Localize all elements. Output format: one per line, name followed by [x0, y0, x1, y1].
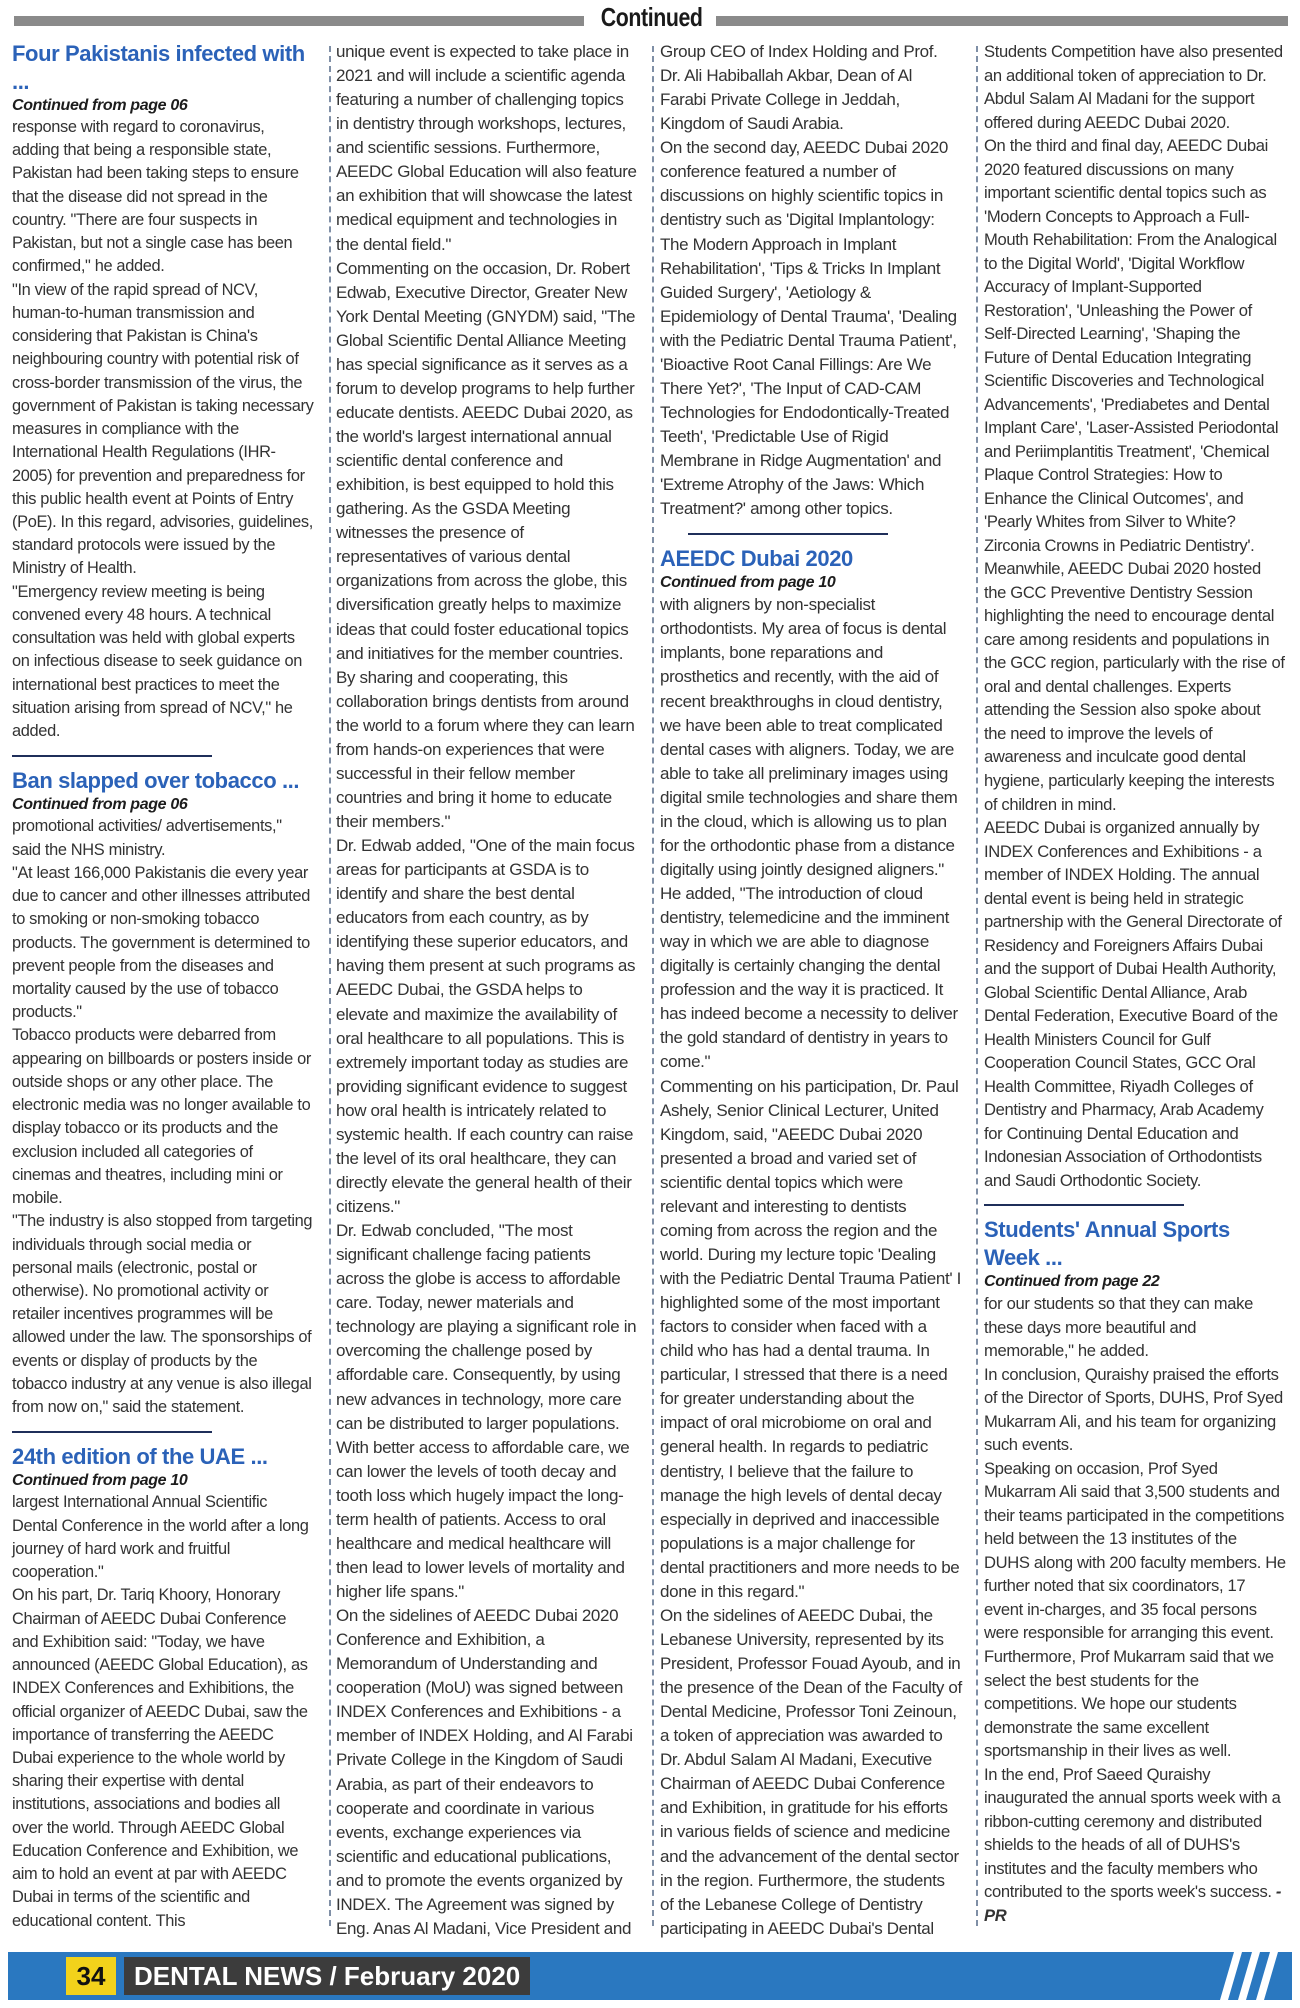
- column-4: [984, 40, 1286, 1927]
- article-paragraph: [12, 1210, 314, 1419]
- paragraph-text: In conclusion, Quraishy praised the efforts of the Director of Sports, DUHS, Prof Syed Mukarram Ali, and his team for organizing such events.: [984, 1364, 1283, 1455]
- paragraph-text: "In view of the rapid spread of NCV, human-to-human transmission and considering that Pakistan is China's neighbouring country with potential risk of cross-border transmission of the virus, the government of Pakistan is taking necessary measures in compliance with the International Health Regulations (IHR-2005) for prevention and preparedness for this public health event at Points of Entry (PoE). In this regard, advisories, guidelines, standard protocols were issued by the Ministry of Health.: [12, 280, 314, 578]
- article-headline: Four Pakistanis infected with ...: [12, 41, 305, 94]
- paragraph-text: for our students so that they can make these days more beautiful and memorable," he added.: [984, 1294, 1253, 1361]
- continued-from-label: Continued from page 06: [12, 97, 188, 114]
- article-paragraph: [12, 1584, 314, 1933]
- article-paragraph: [336, 1604, 638, 1941]
- header-bar-left: [14, 16, 584, 26]
- paragraph-text: with aligners by non-specialist orthodontists. My area of focus is dental implants, bone reparations and prosthetics and recently, with the aid of recent breakthroughs in cloud dentistry, we have been able to treat complicated dental cases with aligners. Today, we are able to take all preliminary images using digital smile technologies and share them in the cloud, which is allowing us to plan for the orthodontic phase from a distance digitally using jointly designed aligners.": [660, 595, 958, 879]
- article-paragraph: [984, 1645, 1286, 1763]
- paragraph-text: "At least 166,000 Pakistanis die every year due to cancer and other illnesses attributed to smoking or non-smoking tobacco products. The government is determined to prevent people from the diseases and mortality caused by the use of tobacco products.": [12, 863, 311, 1022]
- article-paragraph: [336, 1219, 638, 1604]
- article-headline: AEEDC Dubai 2020: [660, 546, 853, 572]
- paragraph-text: He added, "The introduction of cloud dentistry, telemedicine and the imminent way in which we are able to diagnose digitally is certainly changing the dental profession and the way it is practiced. It has indeed become a necessity to deliver the gold standard of dentistry in years to come.": [660, 884, 958, 1072]
- article-paragraph: [984, 1292, 1286, 1363]
- paragraph-text: "The industry is also stopped from targeting individuals through social media or personal mails (electronic, postal or otherwise). No promotional activity or retailer incentives programmes will be allowed under the law. The sponsorships of events or display of products by the tobacco industry at any venue is also illegal from now on," said the statement.: [12, 1212, 313, 1417]
- article-headline: Students' Annual Sports Week ...: [984, 1217, 1230, 1271]
- paragraph-text: Commenting on the occasion, Dr. Robert Edwab, Executive Director, Greater New York Dental Meeting (GNYDM) said, "The Global Scientific Dental Alliance Meeting has special significance as it serves as a forum to develop programs to help further educate dentists. AEEDC Dubai 2020, as the world's largest international annual scientific dental conference and exhibition, is best equipped to hold this gathering. As the GSDA Meeting witnesses the presence of representatives of various dental organizations from across the globe, this diversification greatly helps to maximize ideas that could foster educational topics and initiatives for the member countries. By sharing and cooperating, this collaboration brings dentists from around the world to a forum where they can learn from hands-on experiences that were successful in their fellow member countries and bring it home to educate their members.": [336, 258, 636, 831]
- article-paragraph: [336, 257, 638, 835]
- paragraph-text: Students Competition have also presented an additional token of appreciation to Dr. Abdul Salam Al Madani for the support offered during AEEDC Dubai 2020.: [984, 42, 1283, 132]
- header-title: Continued: [600, 2, 703, 32]
- paragraph-text: Tobacco products were debarred from appearing on billboards or posters inside or outside shops or any other place. The electronic media was no longer available to display tobacco or its products and the exclusion included all categories of cinemas and theatres, including mini or mobile.: [12, 1026, 311, 1208]
- article-paragraph: [660, 136, 962, 521]
- article-paragraph: [984, 1763, 1286, 1928]
- article-paragraph: [660, 40, 962, 136]
- header-bar-right: [716, 16, 1288, 26]
- column-3: [660, 40, 962, 1941]
- article-paragraph: [984, 40, 1286, 134]
- paragraph-text: On the third and final day, AEEDC Dubai 2020 featured discussions on many important scientific dental topics such as 'Modern Concepts to Approach a Full-Mouth Rehabilitation: From the Analogical to the Digital World', 'Digital Workflow Accuracy of Implant-Supported Restoration', 'Unleashing the Power of Self-Directed Learning', 'Shaping the Future of Dental Education Integrating Scientific Discoveries and Technological Advancements', 'Prediabetes and Dental Implant Care', 'Laser-Assisted Periodontal and Periimplantitis Treatment', 'Chemical Plaque Control Strategies: How to Enhance the Clinical Outcomes', and 'Pearly Whites from Silver to White? Zirconia Crowns in Pediatric Dentistry'.: [984, 136, 1279, 555]
- article-paragraph: [660, 882, 962, 1075]
- paragraph-text: Dr. Edwab concluded, "The most significant challenge facing patients across the globe is access to affordable care. Today, newer materials and technology are playing a significant role in overcoming the challenge posed by affordable care. Consequently, by using new advances in technology, more care can be distributed to larger populations. With better access to affordable care, we can lower the levels of tooth decay and tooth loss which hugely impact the long-term health of patients. Access to oral healthcare and medical healthcare will then lead to lower levels of mortality and higher life spans.": [336, 1221, 637, 1601]
- article-divider: [12, 755, 212, 757]
- paragraph-text: response with regard to coronavirus, adding that being a responsible state, Pakistan had been taking steps to ensure that the disease did not spread in the country. "There are four suspects in Pakistan, but not a single case has been confirmed," he added.: [12, 118, 299, 276]
- article-divider: [984, 1204, 1184, 1206]
- article-divider: [688, 533, 888, 535]
- article-paragraph: [12, 279, 314, 581]
- article-paragraph: [12, 862, 314, 1025]
- article-headline: Ban slapped over tobacco ...: [12, 768, 300, 794]
- article-paragraph: [984, 1363, 1286, 1457]
- article-paragraph: [660, 1075, 962, 1604]
- page-number: 34: [66, 1957, 116, 1995]
- paragraph-text: On the sidelines of AEEDC Dubai 2020 Conference and Exhibition, a Memorandum of Understanding and cooperation (MoU) was signed between INDEX Conferences and Exhibitions - a member of INDEX Holding, and Al Farabi Private College in the Kingdom of Saudi Arabia, as part of their endeavors to cooperate and coordinate in various events, exchange experiences via scientific and educational publications, and to promote the events organized by INDEX. The Agreement was signed by Eng. Anas Al Madani, Vice President and: [336, 1606, 633, 1938]
- continued-from-label: Continued from page 10: [660, 574, 836, 592]
- article-headline: 24th edition of the UAE ...: [12, 1444, 268, 1470]
- paragraph-text: In the end, Prof Saeed Quraishy inaugurated the annual sports week with a ribbon-cutting ceremony and distributed shields to the heads of all of DUHS's institutes and the faculty members who contributed to the sports week's success.: [984, 1764, 1281, 1902]
- paragraph-text: Meanwhile, AEEDC Dubai 2020 hosted the GCC Preventive Dentistry Session highlighting the need to encourage dental care among residents and populations in the GCC region, particularly with the rise of oral and dental challenges. Experts attending the Session also spoke about the need to improve the levels of awareness and inculcate good dental hygiene, particularly keeping the interests of children in mind.: [984, 559, 1285, 814]
- continued-from-label: Continued from page 10: [12, 1472, 188, 1490]
- paragraph-text: Speaking on occasion, Prof Syed Mukarram Ali said that 3,500 students and their teams participated in the competitions held between the 13 institutes of the DUHS along with 200 faculty members. He further noted that six coordinators, 17 event in-charges, and 35 focal persons were responsible for arranging this event.: [984, 1458, 1286, 1643]
- paragraph-text: On the sidelines of AEEDC Dubai, the Lebanese University, represented by its President, Professor Fouad Ayoub, and in the presence of the Dean of the Faculty of Dental Medicine, Professor Toni Zeinoun, a token of appreciation was awarded to Dr. Abdul Salam Al Madani, Executive Chairman of AEEDC Dubai Conference and Exhibition, in gratitude for his efforts in various fields of science and medicine and the advancement of the dental sector in the region. Furthermore, the students of the Lebanese College of Dentistry participating in AEEDC Dubai's Dental: [660, 1605, 962, 1938]
- paragraph-text: "Emergency review meeting is being convened every 48 hours. A technical consultation was held with global experts on infectious disease to seek guidance on international best practices to meet the situation arising from spread of NCV," he added.: [12, 582, 302, 741]
- article-paragraph: [12, 1024, 314, 1210]
- paragraph-text: Group CEO of Index Holding and Prof. Dr. Ali Habiballah Akbar, Dean of Al Farabi Private College in Jeddah, Kingdom of Saudi Arabia.: [660, 42, 938, 134]
- paragraph-text: promotional activities/ advertisements," said the NHS ministry.: [12, 817, 282, 859]
- paragraph-text: unique event is expected to take place in 2021 and will include a scientific agenda featuring a number of challenging topics in dentistry through workshops, lectures, and scientific sessions. Furthermore, AEEDC Global Education will also feature an exhibition that will showcase the latest medical equipment and technologies in the dental field.": [336, 42, 637, 254]
- paragraph-text: AEEDC Dubai is organized annually by INDEX Conferences and Exhibitions - a member of INDEX Holding. The annual dental event is being held in strategic partnership with the General Directorate of Residency and Foreigners Affairs Dubai and the support of Dubai Health Authority, Global Scientific Dental Alliance, Arab Dental Federation, Executive Board of the Health Ministers Council for Gulf Cooperation Council States, GCC Oral Health Committee, Riyadh Colleges of Dentistry and Pharmacy, Arab Academy for Continuing Dental Education and Indonesian Association of Orthodontists and Saudi Orthodontic Society.: [984, 818, 1282, 1190]
- column-separator: [329, 46, 331, 1926]
- paragraph-text: largest International Annual Scientific Dental Conference in the world after a long journey of hard work and fruitful cooperation.": [12, 1493, 309, 1582]
- column-2: [336, 40, 638, 1941]
- article-paragraph: [984, 134, 1286, 557]
- article-paragraph: [336, 834, 638, 1219]
- article-paragraph: [984, 557, 1286, 816]
- paragraph-text: On the second day, AEEDC Dubai 2020 conference featured a number of discussions on highly scientific topics in dentistry such as 'Digital Implantology: The Modern Approach in Implant Rehabilitation', 'Tips & Tricks In Implant Guided Surgery', 'Aetiology & Epidemiology of Dental Trauma', 'Dealing with the Pediatric Dental Trauma Patient', 'Bioactive Root Canal Fillings: Are We There Yet?', 'The Input of CAD-CAM Technologies for Endodontically-Treated Teeth', 'Predictable Use of Rigid Membrane in Ridge Augmentation' and 'Extreme Atrophy of the Jaws: Which Treatment?' among other topics.: [660, 138, 957, 519]
- paragraph-text: Commenting on his participation, Dr. Paul Ashely, Senior Clinical Lecturer, United Kingdom, said, "AEEDC Dubai 2020 presented a broad and varied set of scientific dental topics which were relevant and interesting to dentists coming from across the region and the world. During my lecture topic 'Dealing with the Pediatric Dental Trauma Patient' I highlighted some of the most important factors to consider when faced with a child who has had a dental trauma. In particular, I stressed that there is a need for greater understanding about the impact of oral microbiome on oral and general health. In regards to pediatric dentistry, I believe that the failure to manage the high levels of dental decay especially in deprived and inaccessible populations is a major challenge for dental practitioners and more needs to be done in this regard.": [660, 1076, 961, 1601]
- continued-from-label: Continued from page 06: [12, 796, 188, 814]
- footer-stripes-icon: [1200, 1952, 1290, 2000]
- article-paragraph: [660, 593, 962, 882]
- article-paragraph: [12, 581, 314, 744]
- paragraph-text: Furthermore, Prof Mukarram said that we select the best students for the competitions. We hope our students demonstrate the same excellent sportsmanship in their lives as well.: [984, 1647, 1274, 1761]
- column-separator: [652, 46, 654, 1926]
- article-paragraph: [984, 1457, 1286, 1645]
- byline-signature: -PR: [984, 1882, 1282, 1925]
- article-divider: [12, 1431, 212, 1433]
- article-paragraph: [12, 815, 314, 861]
- paragraph-text: Dr. Edwab added, "One of the main focus areas for participants at GSDA is to identify and share the best dental educators from each country, as by identifying these superior educators, and having them present at such programs as AEEDC Dubai, the GSDA helps to elevate and maximize the availability of oral healthcare to all populations. This is extremely important today as studies are providing significant evidence to suggest how oral health is intricately related to systemic health. If each country can raise the level of its oral healthcare, they can directly elevate the general health of their citizens.": [336, 836, 636, 1216]
- column-1: [12, 40, 314, 1933]
- article-paragraph: [336, 40, 638, 257]
- continued-from-label: Continued from page 22: [984, 1273, 1160, 1291]
- article-paragraph: [984, 816, 1286, 1192]
- article-paragraph: [660, 1604, 962, 1941]
- column-separator: [976, 46, 978, 1926]
- article-paragraph: [12, 116, 314, 279]
- article-paragraph: [12, 1491, 314, 1584]
- paragraph-text: On his part, Dr. Tariq Khoory, Honorary Chairman of AEEDC Dubai Conference and Exhibition said: "Today, we have announced (AEEDC Global Education), as INDEX Conferences and Exhibitions, the official organizer of AEEDC Dubai, saw the importance of transferring the AEEDC Dubai experience to the whole world by sharing their expertise with dental institutions, associations and bodies all over the world. Through AEEDC Global Education Conference and Exhibition, we aim to hold an event at par with AEEDC Dubai in terms of the scientific and educational content. This: [12, 1586, 308, 1930]
- publication-name: DENTAL NEWS / February 2020: [124, 1957, 530, 1995]
